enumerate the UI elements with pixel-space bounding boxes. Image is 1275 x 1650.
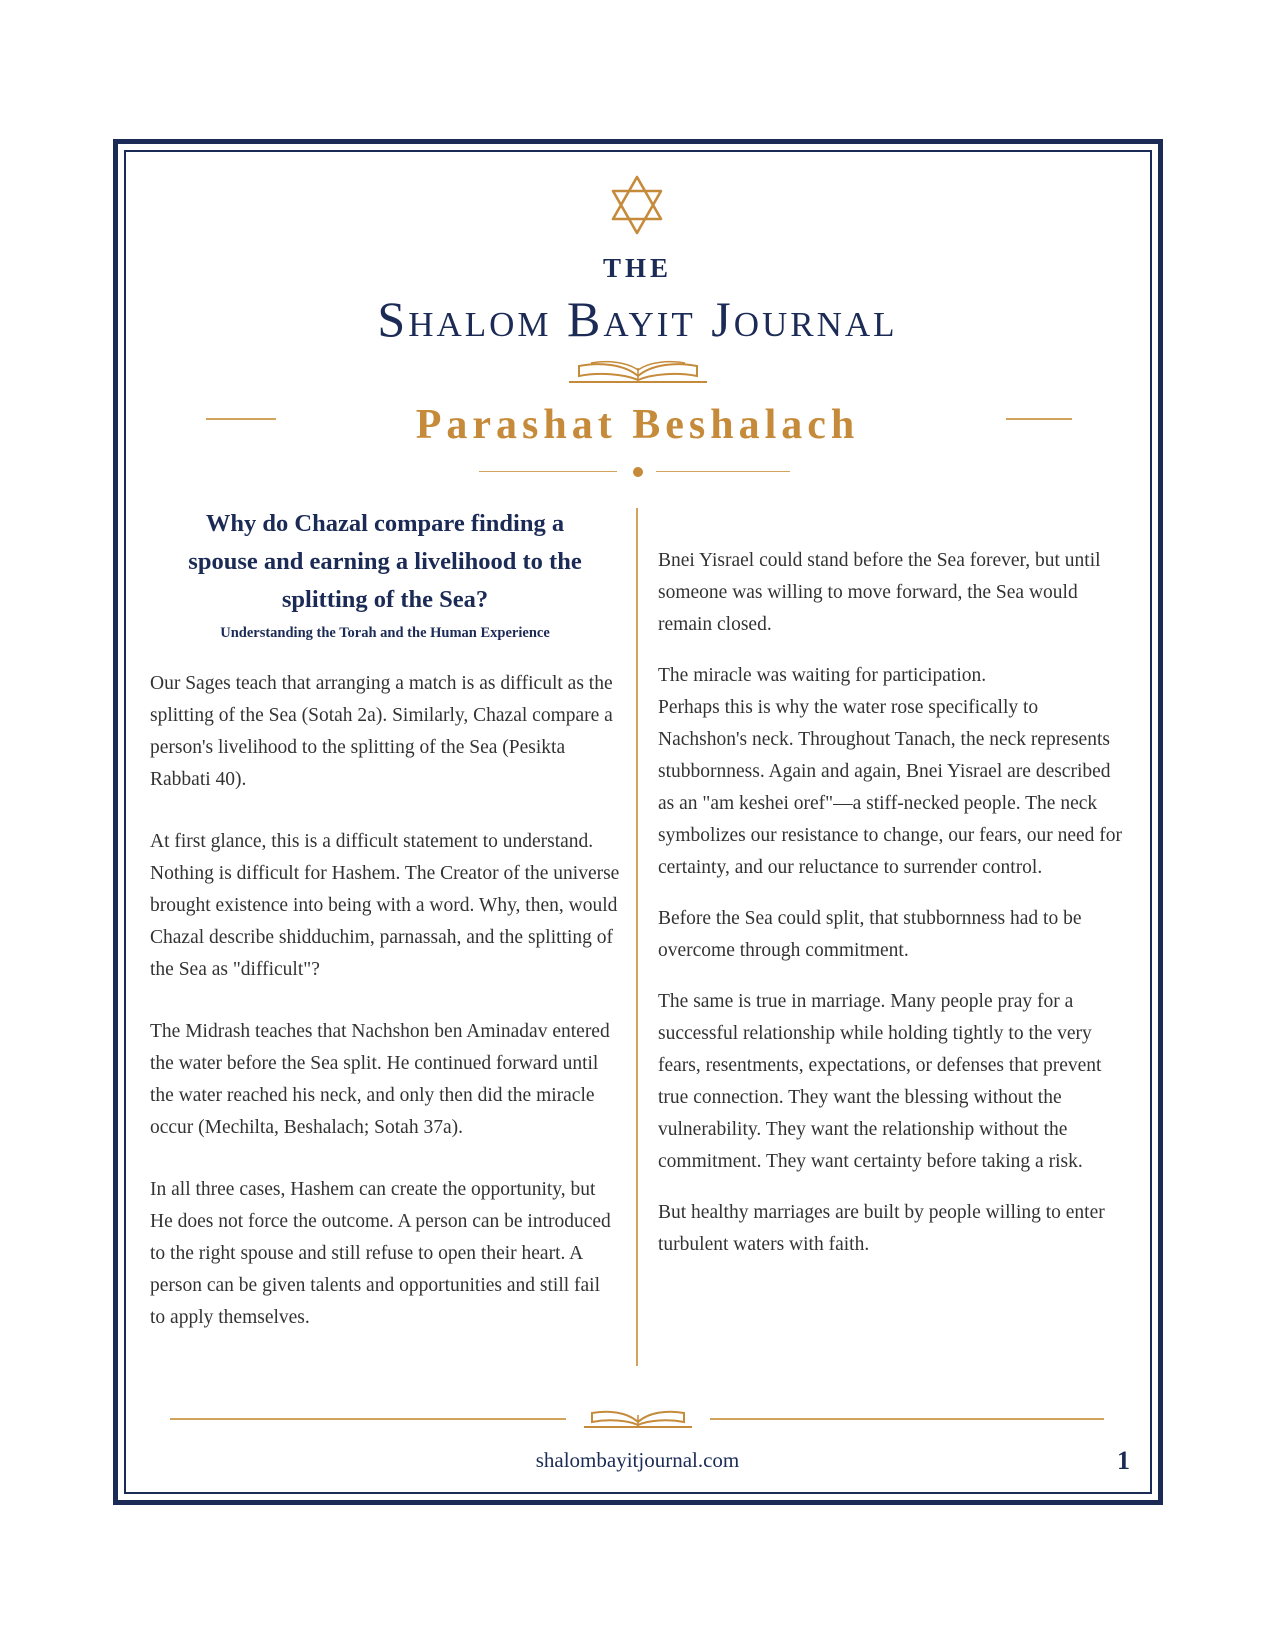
paragraph: The same is true in marriage. Many people pray for a successful relationship while holding tightly to the very fears, resentments, expectations, or defenses that prevent true connection. They want the blessing without the vulnerability. They want the relationship without the commitment. They want certainty before taking a risk.: [658, 991, 1102, 1172]
open-book-icon: [584, 1403, 692, 1429]
paragraph: Perhaps this is why the water rose specifically to Nachshon's neck. Throughout Tanach, the neck represents stubbornness. Again and again, Bnei Yisrael are described as an "am keshei oref"—a stiff-necked people. The neck symbolizes our resistance to change, our fears, our need for certainty, and our reluctance to surrender control.: [658, 697, 1123, 878]
ornament-dot: [633, 467, 643, 477]
masthead-article: THE: [602, 253, 673, 283]
paragraph: Bnei Yisrael could stand before the Sea forever, but until someone was willing to move forward, the Sea would remain closed.: [658, 550, 1101, 635]
left-column: [150, 505, 620, 1334]
column-divider: [636, 508, 638, 1366]
page-number: 1: [1117, 1446, 1130, 1475]
parasha-title: Parashat Beshalach: [415, 402, 860, 448]
paragraph: The Midrash teaches that Nachshon ben Aminadav entered the water before the Sea split. He continued forward until the water reached his neck, and only then did the miracle occur (Mechilta, Beshalach; Sotah 37a).: [150, 1021, 610, 1138]
article-subtitle: Understanding the Torah and the Human Experience: [220, 625, 550, 641]
paragraph: At first glance, this is a difficult statement to understand. Nothing is difficult for Hashem. The Creator of the universe brought existence into being with a word. Why, then, would Chazal describe shidduchim, parnassah, and the splitting of the Sea as "difficult"?: [150, 831, 620, 980]
paragraph: The miracle was waiting for participation.: [658, 665, 987, 686]
open-book-icon: [569, 354, 707, 384]
ornament-line-left: [479, 471, 617, 472]
right-column: [658, 545, 1128, 1280]
ornament-line-right: [656, 471, 790, 472]
paragraph: Our Sages teach that arranging a match is as difficult as the splitting of the Sea (Sotah 2a). Similarly, Chazal compare a person's livelihood to the splitting of the Sea (Pesikta Rabbati 40).: [150, 673, 613, 790]
footer-line-right: [710, 1418, 1104, 1420]
paragraph: Before the Sea could split, that stubbornness had to be overcome through commitment.: [658, 908, 1082, 961]
footer-line-left: [170, 1418, 566, 1420]
masthead-title: Shalom Bayit Journal: [377, 291, 898, 347]
website-link[interactable]: shalombayitjournal.com: [535, 1448, 740, 1472]
article-question: Why do Chazal compare finding a spouse and earning a livelihood to the splitting of the Sea?: [188, 510, 582, 613]
paragraph: But healthy marriages are built by people willing to enter turbulent waters with faith.: [658, 1202, 1105, 1255]
paragraph: In all three cases, Hashem can create the opportunity, but He does not force the outcome. A person can be introduced to the right spouse and still refuse to open their heart. A person can be given talents and opportunities and still fail to apply themselves.: [150, 1179, 611, 1328]
star-of-david-icon: [608, 174, 666, 236]
